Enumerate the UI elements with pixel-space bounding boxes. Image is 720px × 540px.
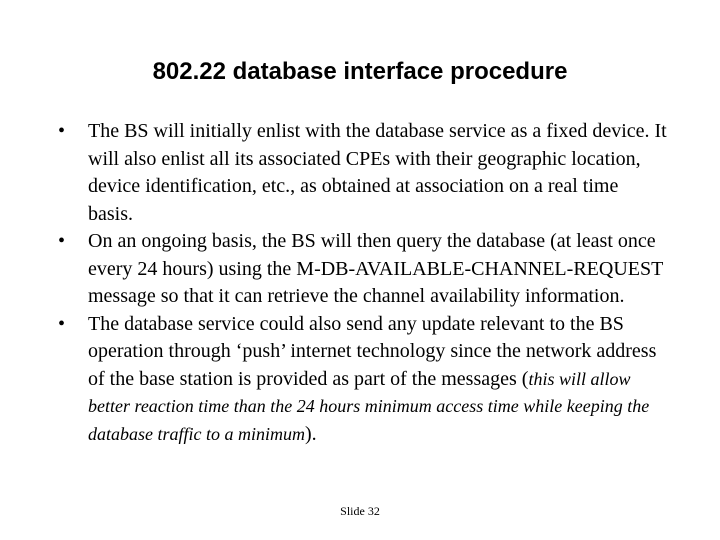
bullet-text-end: ). [305,422,317,445]
bullet-text: On an ongoing basis, the BS will then query the database (at least once every 24 hours) using the M-DB-AVAILABLE-CHANNEL-REQUEST message so that it can retrieve the channel availability information. [88,230,663,307]
bullet-item [58,228,668,311]
bullet-dot-icon: • [58,120,66,142]
bullet-italic-note: this will allow better reaction time than the 24 hours minimum access time while keeping the database traffic to a minimum [88,368,650,444]
bullet-list [58,118,668,448]
slide-number: Slide 32 [340,504,380,518]
bullet-item [58,118,668,228]
bullet-dot-icon: • [58,230,66,252]
bullet-text: The database service could also send any update relevant to the BS operation through ‘push’ internet technology since the network address of the base station is provided as part of the messages ( [88,312,657,390]
slide-title: 802.22 database interface procedure [152,58,568,85]
bullet-dot-icon: • [58,312,66,335]
bullet-text: The BS will initially enlist with the database service as a fixed device. It will also enlist all its associated CPEs with their geographic location, device identification, etc., as obtained at association on a real time basis. [88,120,667,225]
bullet-item [58,311,668,449]
